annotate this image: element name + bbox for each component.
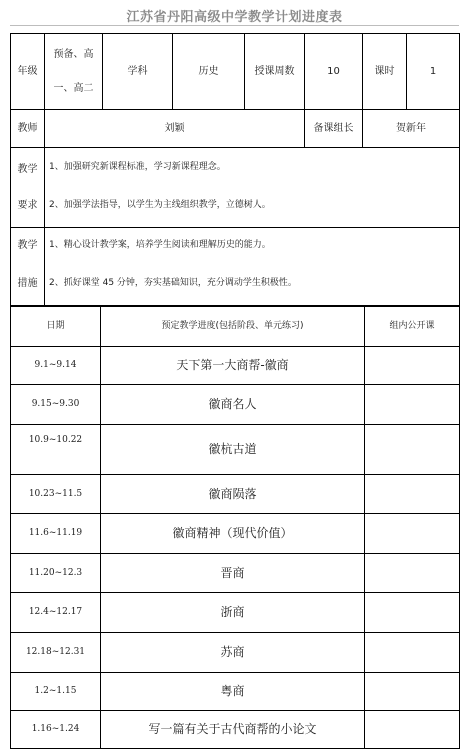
table-row [11, 514, 460, 554]
measures-content [45, 228, 460, 306]
row-content: 苏商 [101, 633, 365, 673]
row-open-class [365, 425, 460, 475]
table-row [11, 385, 460, 425]
requirements-label-line2: 要求 [17, 200, 38, 211]
row-date: 1.16~1.24 [11, 711, 101, 749]
leader-label: 备课组长 [305, 110, 363, 148]
row-date: 9.15~9.30 [11, 385, 101, 425]
requirement-item-1: 1、加强研究新课程标准，学习新课程理念。 [49, 162, 226, 172]
row-content: 晋商 [101, 554, 365, 593]
table-row [11, 593, 460, 633]
row-content: 徽商精神（现代价值） [101, 514, 365, 554]
row-date: 12.4~12.17 [11, 593, 101, 633]
row-content: 徽商名人 [101, 385, 365, 425]
measure-item-2: 2、抓好课堂 45 分钟，夯实基础知识，充分调动学生积极性。 [49, 278, 297, 288]
row-content: 浙商 [101, 593, 365, 633]
subject-label: 学科 [103, 34, 173, 110]
row-date: 1.2~1.15 [11, 673, 101, 711]
row-date: 11.6~11.19 [11, 514, 101, 554]
row-content: 徽杭古道 [101, 425, 365, 475]
table-row [11, 554, 460, 593]
measure-item-1: 1、精心设计教学案，培养学生阅读和理解历史的能力。 [49, 240, 271, 250]
row-date: 10.9~10.22 [11, 425, 101, 475]
subject-value: 历史 [173, 34, 245, 110]
teacher-label: 教师 [11, 110, 45, 148]
row-date: 11.20~12.3 [11, 554, 101, 593]
hours-value: 1 [407, 34, 460, 110]
table-row [11, 475, 460, 514]
row-content: 粤商 [101, 673, 365, 711]
table-row [11, 425, 460, 475]
row-content: 徽商陨落 [101, 475, 365, 514]
row-open-class [365, 385, 460, 425]
grade-value [45, 34, 103, 110]
title-divider [10, 25, 459, 26]
schedule-table [10, 306, 460, 749]
weeks-label: 授课周数 [245, 34, 305, 110]
requirement-item-2: 2、加强学法指导，以学生为主线组织教学，立德树人。 [49, 200, 271, 210]
table-row [11, 633, 460, 673]
row-open-class [365, 475, 460, 514]
row-open-class [365, 514, 460, 554]
row-date: 12.18~12.31 [11, 633, 101, 673]
table-row [11, 711, 460, 749]
row-date: 9.1~9.14 [11, 347, 101, 385]
table-row [11, 347, 460, 385]
row-content: 天下第一大商帮-徽商 [101, 347, 365, 385]
grade-value-line1: 预备、高 [53, 48, 94, 60]
hours-label: 课时 [363, 34, 407, 110]
measures-label-line2: 措施 [17, 278, 38, 289]
weeks-value: 10 [305, 34, 363, 110]
grade-label: 年级 [11, 34, 45, 110]
header-date: 日期 [11, 307, 101, 347]
requirements-label [11, 148, 45, 228]
row-open-class [365, 347, 460, 385]
grade-value-line2: 一、高二 [53, 82, 94, 94]
row-date: 10.23~11.5 [11, 475, 101, 514]
table-row [11, 673, 460, 711]
requirements-content [45, 148, 460, 228]
header-open-class: 组内公开课 [365, 307, 460, 347]
row-content: 写一篇有关于古代商帮的小论文 [101, 711, 365, 749]
teacher-value: 刘颖 [45, 110, 305, 148]
info-table [10, 33, 460, 306]
requirements-label-line1: 教学 [17, 164, 38, 175]
row-open-class [365, 711, 460, 749]
row-open-class [365, 673, 460, 711]
row-open-class [365, 633, 460, 673]
row-open-class [365, 593, 460, 633]
measures-label [11, 228, 45, 306]
page-title: 江苏省丹阳高级中学教学计划进度表 [126, 10, 343, 25]
measures-label-line1: 教学 [17, 240, 38, 251]
row-open-class [365, 554, 460, 593]
leader-value: 贺新年 [363, 110, 460, 148]
header-progress: 预定教学进度(包括阶段、单元练习) [101, 307, 365, 347]
